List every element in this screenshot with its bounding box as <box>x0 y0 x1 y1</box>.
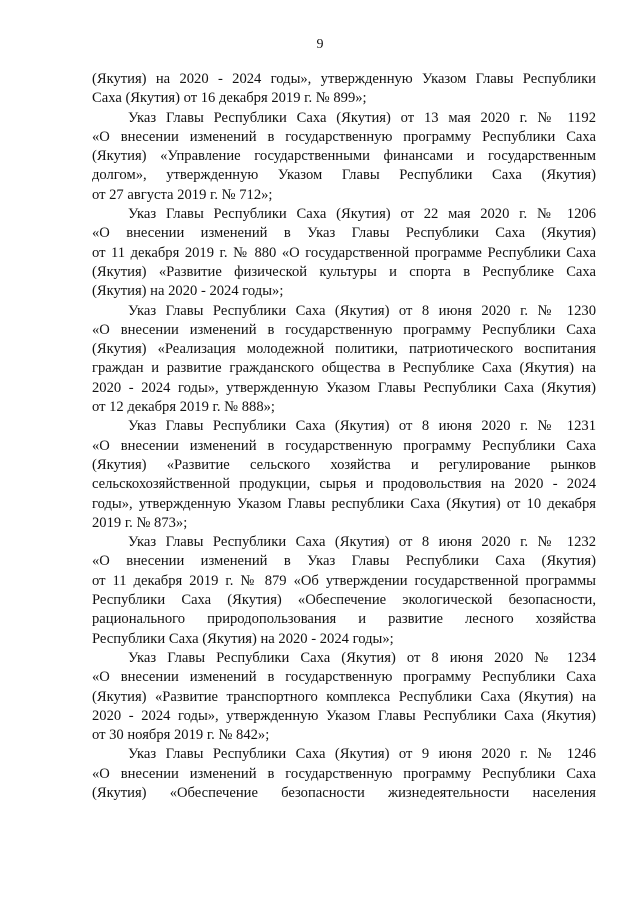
text-line: годы», утвержденную Указом Главы республики Саха (Якутия) от 10 декабря <box>92 495 596 512</box>
document-body <box>92 70 596 803</box>
document-paragraph <box>92 109 596 205</box>
text-line: Указ Главы Республики Саха (Якутия) от 9 июня 2020 г. № 1246 <box>128 746 596 763</box>
text-line: (Якутия) «Реализация молодежной политики, патриотического воспитания <box>92 341 596 358</box>
text-line: 2020 - 2024 годы», утвержденную Указом Главы Республики Саха (Якутия) <box>92 379 596 396</box>
document-paragraph <box>92 745 596 803</box>
text-line: 2019 г. № 873»; <box>92 514 188 531</box>
text-line: Республики Саха (Якутия) «Обеспечение экологической безопасности, <box>92 592 596 609</box>
document-paragraph <box>92 649 596 745</box>
text-line: «О внесении изменений в Указ Главы Республики Саха (Якутия) <box>92 225 596 242</box>
text-line: Указ Главы Республики Саха (Якутия) от 8 июня 2020 г. № 1232 <box>128 534 596 551</box>
text-line: сельскохозяйственной продукции, сырья и продовольствия на 2020 - 2024 <box>92 476 596 493</box>
text-line: от 11 декабря 2019 г. № 879 «Об утверждении государственной программы <box>92 572 596 589</box>
text-line: «О внесении изменений в государственную программу Республики Саха <box>92 128 596 145</box>
text-line: (Якутия) «Развитие транспортного комплекса Республики Саха (Якутия) на <box>92 688 596 705</box>
text-line: «О внесении изменений в Указ Главы Республики Саха (Якутия) <box>92 553 596 570</box>
text-line: «О внесении изменений в государственную программу Республики Саха <box>92 321 596 338</box>
text-line: Указ Главы Республики Саха (Якутия) от 13 мая 2020 г. № 1192 <box>128 109 596 126</box>
document-paragraph <box>92 205 596 301</box>
page-number: 9 <box>316 37 324 52</box>
text-line: от 11 декабря 2019 г. № 880 «О государственной программе Республики Саха <box>92 244 596 261</box>
text-line: «О внесении изменений в государственную программу Республики Саха <box>92 437 596 454</box>
text-line: (Якутия) на 2020 - 2024 годы», утвержденную Указом Главы Республики <box>92 71 596 87</box>
text-line: (Якутия) «Управление государственными финансами и государственным <box>92 148 596 165</box>
text-line: Указ Главы Республики Саха (Якутия) от 8 июня 2020 г. № 1230 <box>128 302 596 319</box>
text-line: Указ Главы Республики Саха (Якутия) от 8 июня 2020 № 1234 <box>128 649 596 666</box>
text-line: от 12 декабря 2019 г. № 888»; <box>92 399 275 416</box>
document-paragraph <box>92 302 596 418</box>
text-line: «О внесении изменений в государственную программу Республики Саха <box>92 669 596 686</box>
text-line: (Якутия) «Развитие физической культуры и спорта в Республике Саха <box>92 263 596 280</box>
text-line: (Якутия) «Обеспечение безопасности жизнедеятельности населения <box>92 784 596 801</box>
text-line: граждан и развитие гражданского общества в Республике Саха (Якутия) на <box>92 360 596 377</box>
text-line: (Якутия) «Развитие сельского хозяйства и регулирование рынков <box>92 456 596 473</box>
document-paragraph <box>92 70 596 109</box>
text-line: от 27 августа 2019 г. № 712»; <box>92 186 273 203</box>
text-line: от 30 ноября 2019 г. № 842»; <box>92 727 270 744</box>
text-line: Указ Главы Республики Саха (Якутия) от 8 июня 2020 г. № 1231 <box>128 418 596 435</box>
text-line: Саха (Якутия) от 16 декабря 2019 г. № 899»; <box>92 90 367 107</box>
text-line: долгом», утвержденную Указом Главы Республики Саха (Якутия) <box>92 167 596 184</box>
text-line: рационального природопользования и развитие лесного хозяйства <box>92 611 596 628</box>
text-line: Указ Главы Республики Саха (Якутия) от 22 мая 2020 г. № 1206 <box>128 206 596 223</box>
text-line: (Якутия) на 2020 - 2024 годы»; <box>92 283 284 300</box>
text-line: Республики Саха (Якутия) на 2020 - 2024 годы»; <box>92 630 394 647</box>
text-line: 2020 - 2024 годы», утвержденную Указом Главы Республики Саха (Якутия) <box>92 707 596 724</box>
document-paragraph <box>92 417 596 533</box>
text-line: «О внесении изменений в государственную программу Республики Саха <box>92 765 596 782</box>
document-paragraph <box>92 533 596 649</box>
